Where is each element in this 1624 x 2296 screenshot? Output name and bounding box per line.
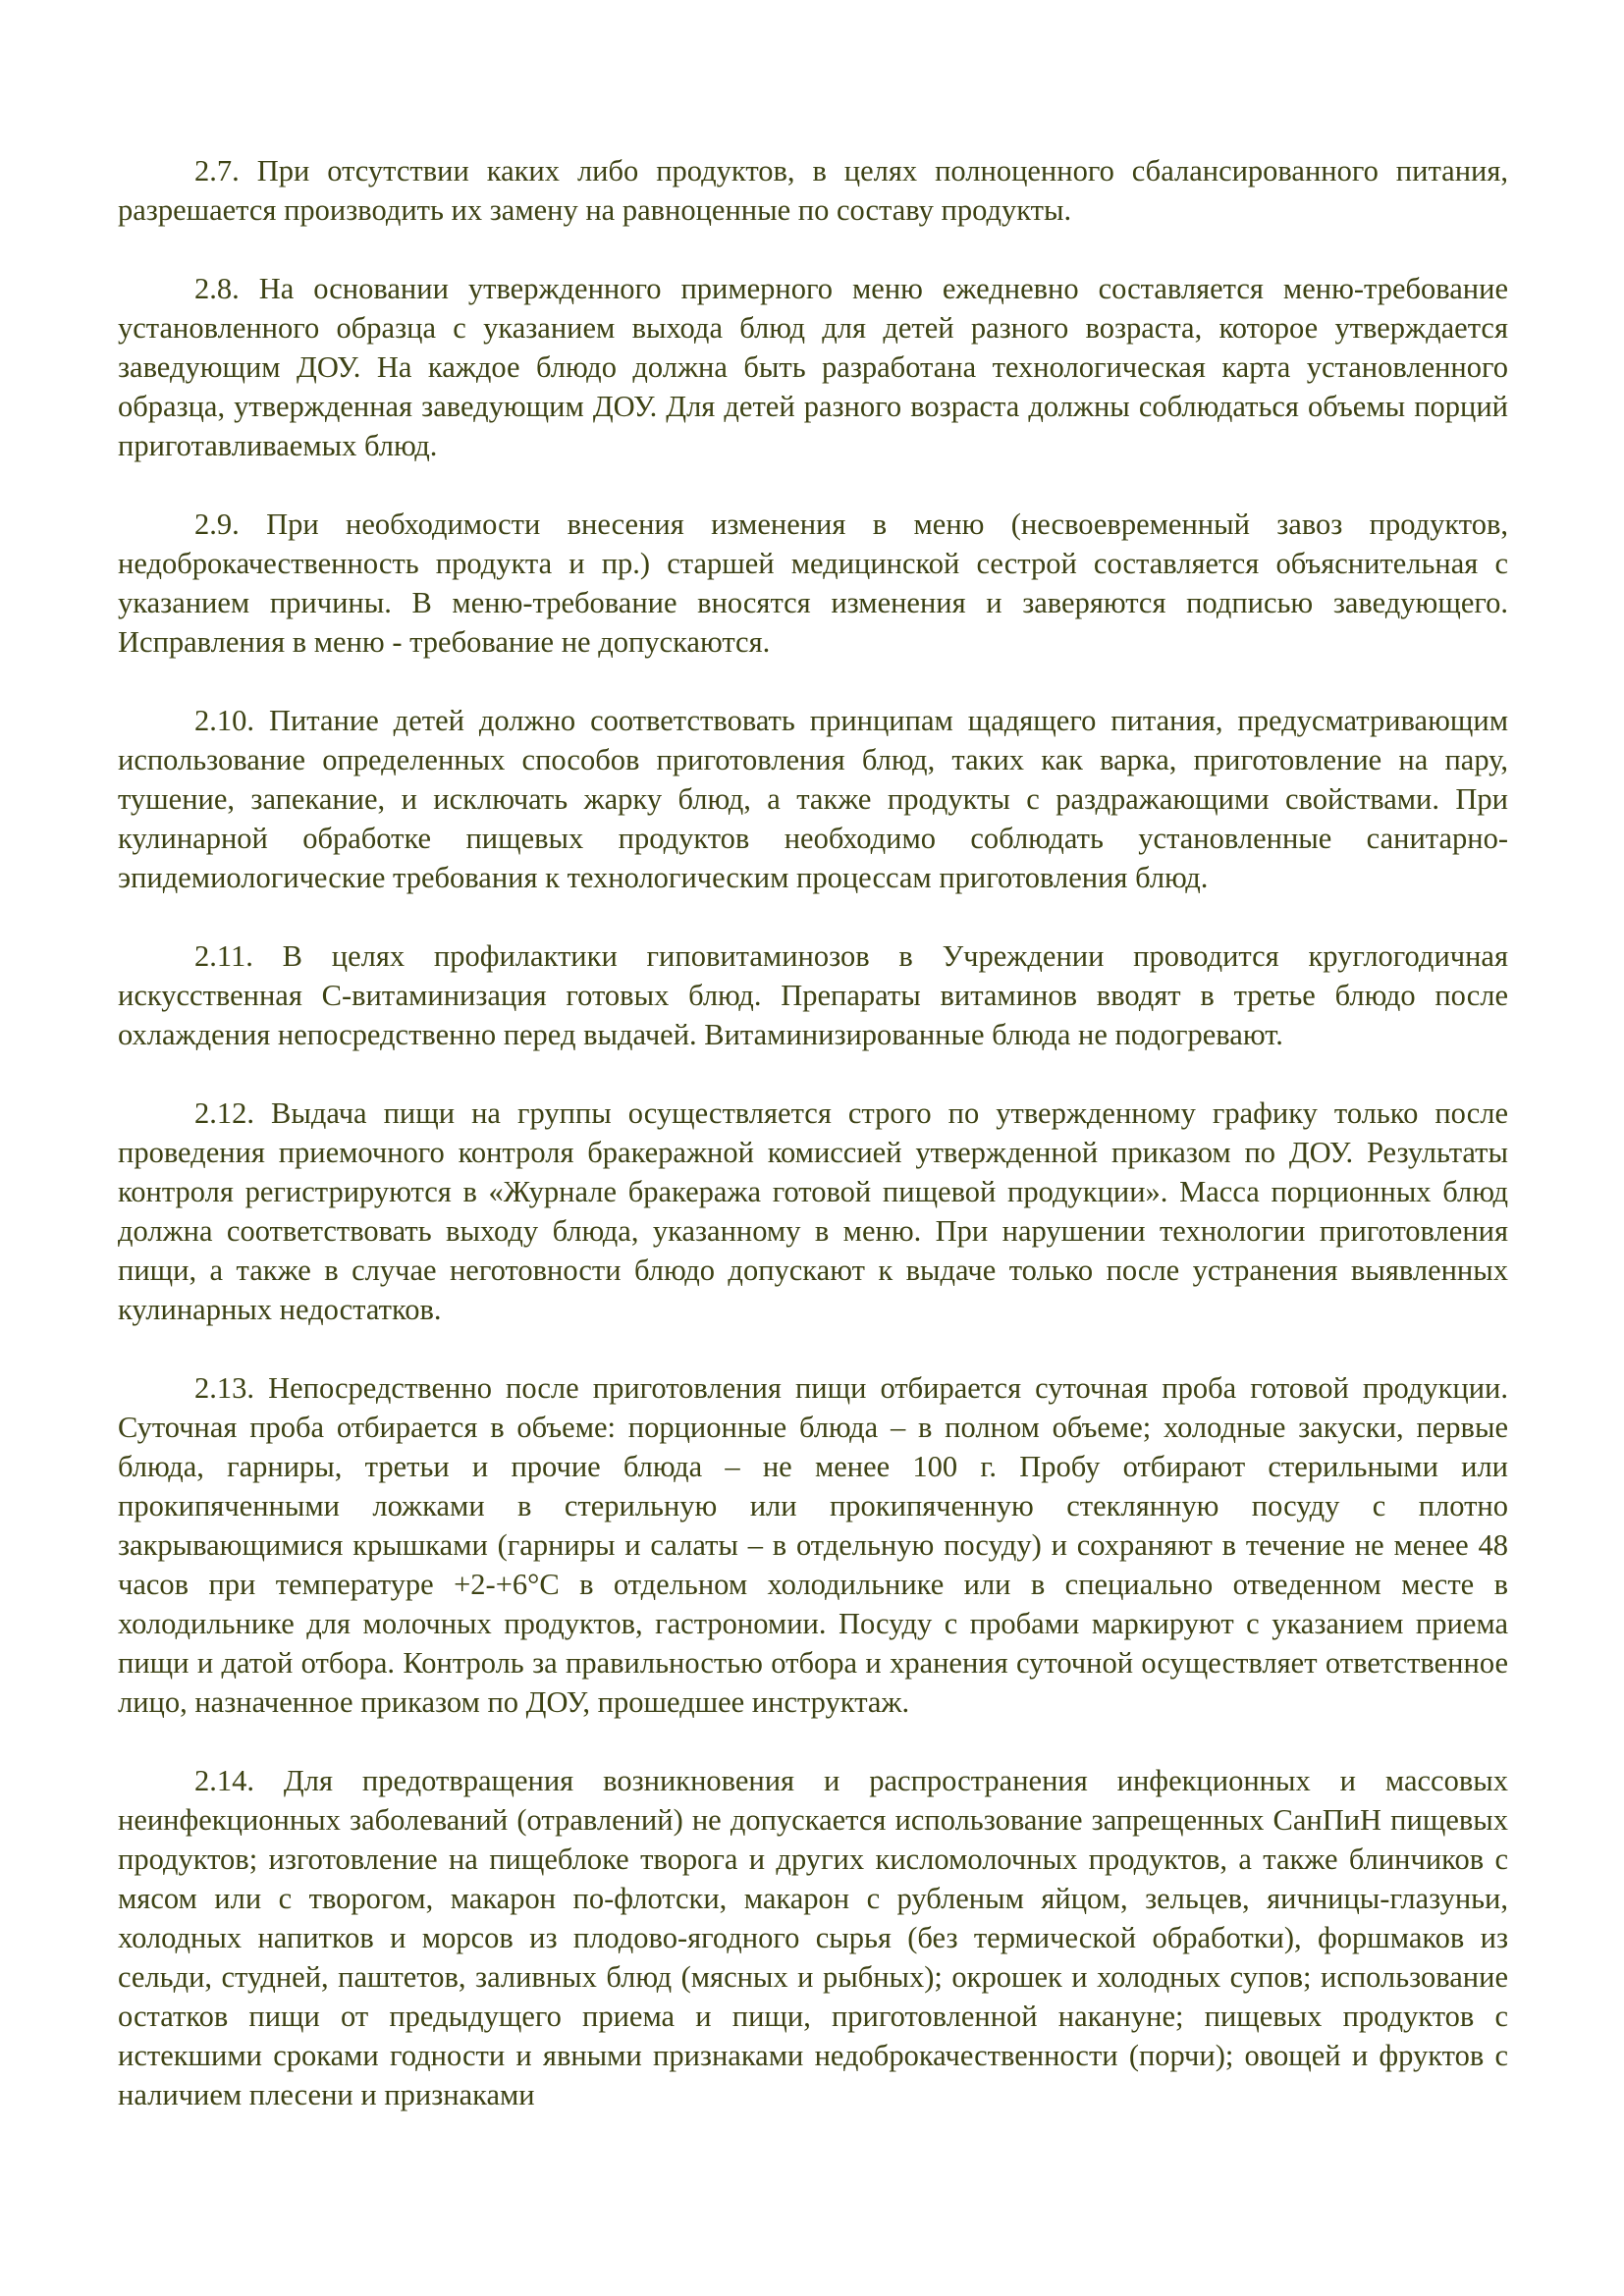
paragraph-2-13: 2.13. Непосредственно после приготовления пищи отбирается суточная проба готовой продукции. Суточная проба отбирается в объеме: порционные блюда – в полном объеме; холодные закуски, первые блюда, гарниры, третьи и прочие блюда – не менее 100 г. Пробу отбирают стерильными или прокипяченными ложками в стерильную или прокипяченную стеклянную посуду с плотно закрывающимися крышками (гарниры и салаты – в отдельную посуду) и сохраняют в течение не менее 48 часов при температуре +2-+6°С в отдельном холодильнике или в специально отведенном месте в холодильнике для молочных продуктов, гастрономии. Посуду с пробами маркируют с указанием приема пищи и датой отбора. Контроль за правильностью отбора и хранения суточной осуществляет ответственное лицо, назначенное приказом по ДОУ, прошедшее инструктаж. [118, 1371, 1508, 1719]
paragraph-2-7: 2.7. При отсутствии каких либо продуктов, в целях полноценного сбалансированного питания, разрешается производить их замену на равноценные по составу продукты. [118, 154, 1508, 227]
paragraph-2-9: 2.9. При необходимости внесения изменения в меню (несвоевременный завоз продуктов, недоброкачественность продукта и пр.) старшей медицинской сестрой составляется объяснительная с указанием причины. В меню-требование вносятся изменения и заверяются подписью заведующего. Исправления в меню - требование не допускаются. [118, 507, 1508, 659]
paragraph-2-12: 2.12. Выдача пищи на группы осуществляется строго по утвержденному графику только после проведения приемочного контроля бракеражной комиссией утвержденной приказом по ДОУ. Результаты контроля регистрируются в «Журнале бракеража готовой пищевой продукции». Масса порционных блюд должна соответствовать выходу блюда, указанному в меню. При нарушении технологии приготовления пищи, а также в случае неготовности блюдо допускают к выдаче только после устранения выявленных кулинарных недостатков. [118, 1096, 1508, 1326]
document-body [118, 151, 1508, 2114]
paragraph-2-10: 2.10. Питание детей должно соответствовать принципам щадящего питания, предусматривающим использование определенных способов приготовления блюд, таких как варка, приготовление на пару, тушение, запекание, и исключать жарку блюд, а также продукты с раздражающими свойствами. При кулинарной обработке пищевых продуктов необходимо соблюдать установленные санитарно-эпидемиологические требования к технологическим процессам приготовления блюд. [118, 704, 1508, 894]
paragraph-2-8: 2.8. На основании утвержденного примерного меню ежедневно составляется меню-требование установленного образца с указанием выхода блюд для детей разного возраста, которое утверждается заведующим ДОУ. На каждое блюдо должна быть разработана технологическая карта установленного образца, утвержденная заведующим ДОУ. Для детей разного возраста должны соблюдаться объемы порций приготавливаемых блюд. [118, 272, 1508, 462]
paragraph-2-14: 2.14. Для предотвращения возникновения и распространения инфекционных и массовых неинфекционных заболеваний (отравлений) не допускается использование запрещенных СанПиН пищевых продуктов; изготовление на пищеблоке творога и других кисломолочных продуктов, а также блинчиков с мясом или с творогом, макарон по-флотски, макарон с рубленым яйцом, зельцев, яичницы-глазуньи, холодных напитков и морсов из плодово-ягодного сырья (без термической обработки), форшмаков из сельди, студней, паштетов, заливных блюд (мясных и рыбных); окрошек и холодных супов; использование остатков пищи от предыдущего приема и пищи, приготовленной накануне; пищевых продуктов с истекшими сроками годности и явными признаками недоброкачественности (порчи); овощей и фруктов с наличием плесени и признаками [118, 1764, 1508, 2111]
paragraph-2-11: 2.11. В целях профилактики гиповитаминозов в Учреждении проводится круглогодичная искусственная С-витаминизация готовых блюд. Препараты витаминов вводят в третье блюдо после охлаждения непосредственно перед выдачей. Витаминизированные блюда не подогревают. [118, 939, 1508, 1051]
